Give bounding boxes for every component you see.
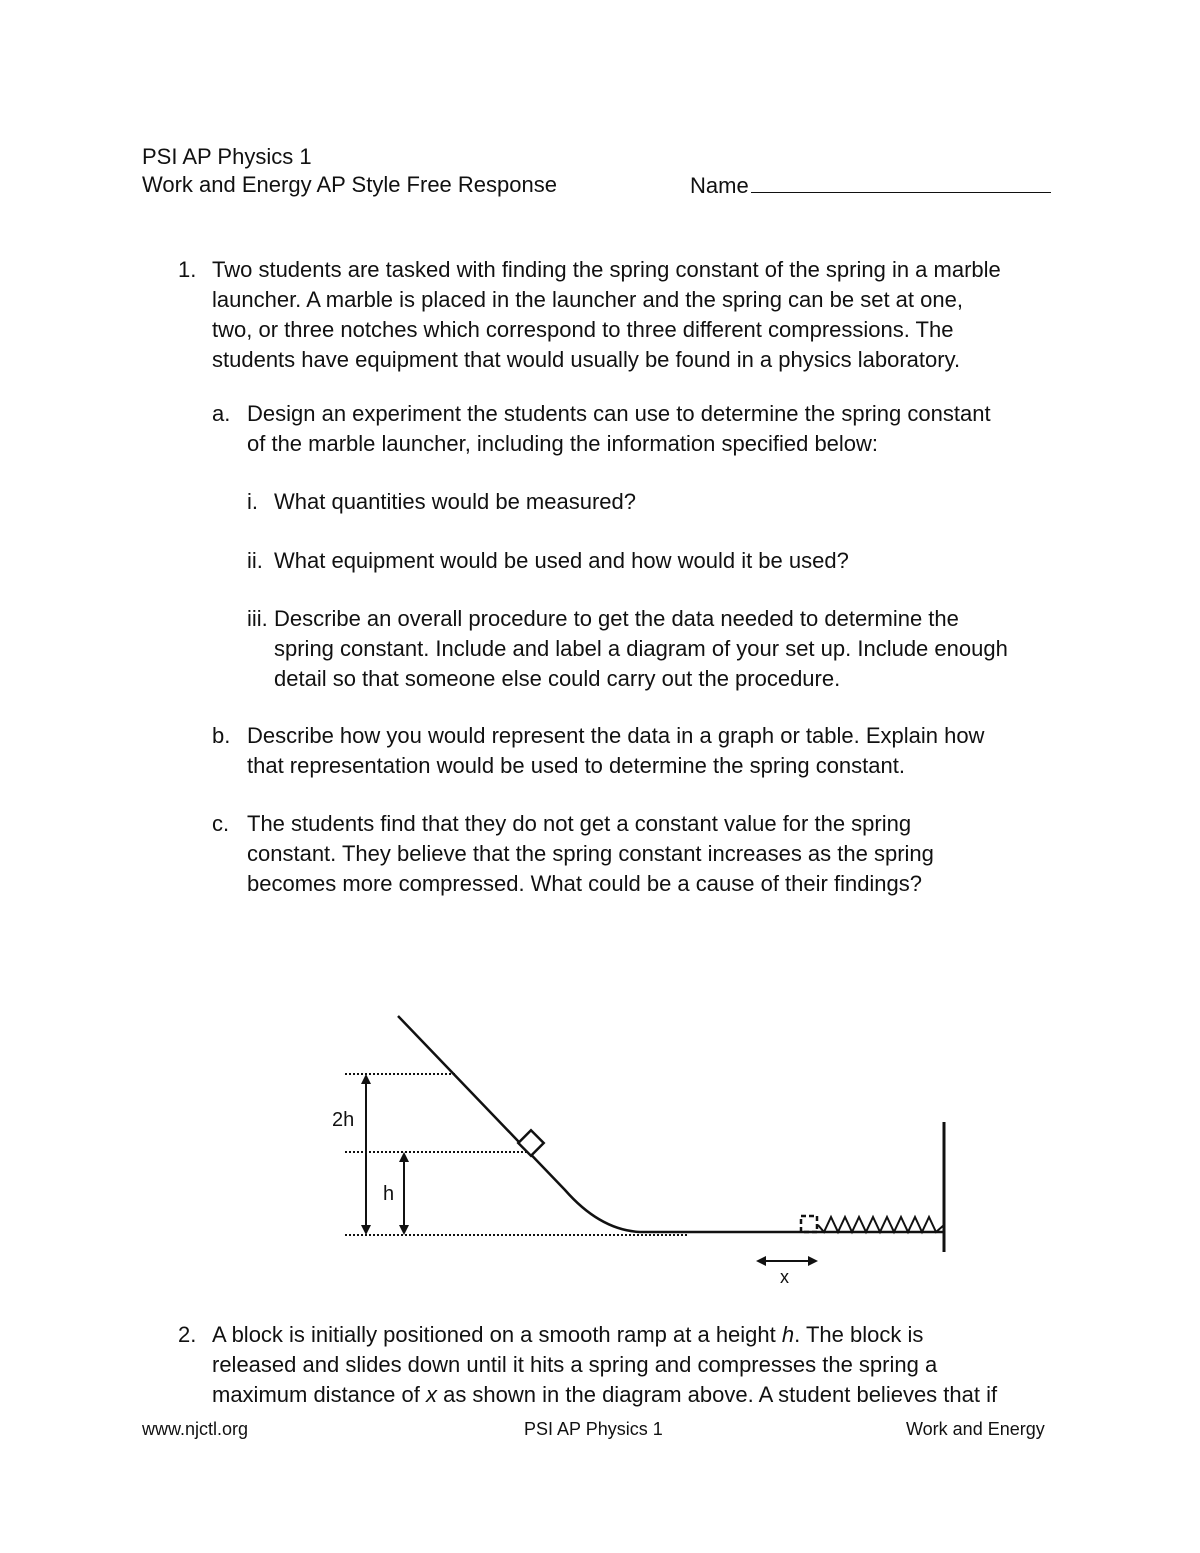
part-a-iii-label: iii. [247,606,268,631]
ramp-surface [398,1016,944,1232]
arrow-h-head-top [399,1152,409,1162]
block-at-spring-dashed [801,1216,817,1232]
part-c-line: The students find that they do not get a constant value for the spring [247,811,912,836]
part-c-line: constant. They believe that the spring constant increases as the spring [247,841,934,866]
part-b-label: b. [212,723,231,748]
question-1-number: 1. [178,257,197,282]
spring [818,1217,944,1232]
label-x: x [780,1267,789,1287]
worksheet-subtitle: Work and Energy AP Style Free Response [142,172,557,197]
part-a-line: of the marble launcher, including the information specified below: [247,431,879,456]
course-title: PSI AP Physics 1 [142,144,312,169]
q2-height-variable: h [781,1322,795,1347]
q2-line3-start: maximum distance of [212,1382,426,1407]
part-a-i-line: What quantities would be measured? [274,489,636,514]
part-a-ii-label: ii. [247,548,263,573]
part-a-label: a. [212,401,231,426]
q1-line: launcher. A marble is placed in the launcher and the spring can be set at one, [212,287,963,312]
arrow-2h-head-bottom [361,1225,371,1235]
q2-line3-end: as shown in the diagram above. A student believes that if [436,1382,998,1407]
q1-line: students have equipment that would usually be found in a physics laboratory. [212,347,961,372]
q2-line: released and slides down until it hits a spring and compresses the spring a [212,1352,938,1377]
part-a-iii-line: detail so that someone else could carry out the procedure. [274,666,841,691]
part-c-label: c. [212,811,230,836]
footer-topic: Work and Energy [906,1419,1045,1439]
footer-website: www.njctl.org [142,1419,249,1439]
question-2-number: 2. [178,1322,197,1347]
label-h: h [383,1183,395,1205]
label-2h: 2h [332,1109,355,1131]
name-label: Name [690,173,749,198]
q2-line [212,1320,997,1350]
part-b-line: Describe how you would represent the data in a graph or table. Explain how [247,723,985,748]
part-a-iii-line: Describe an overall procedure to get the data needed to determine the [274,606,959,631]
part-a-ii-line: What equipment would be used and how would it be used? [274,548,849,573]
part-c-line: becomes more compressed. What could be a cause of their findings? [247,871,923,896]
arrow-h-head-bottom [399,1225,409,1235]
footer-course: PSI AP Physics 1 [524,1419,663,1439]
part-a-i-label: i. [247,489,258,514]
q2-line1-end: . The block is [794,1322,924,1347]
q1-line: Two students are tasked with finding the spring constant of the spring in a marble [212,257,1001,282]
arrow-2h-head-top [361,1074,371,1084]
part-b-line: that representation would be used to determine the spring constant. [247,753,905,778]
arrow-x-head-right [808,1256,818,1266]
part-a-line: Design an experiment the students can use to determine the spring constant [247,401,991,426]
q2-line [212,1380,997,1410]
q2-line1-start: A block is initially positioned on a smooth ramp at a height [212,1322,782,1347]
q1-line: two, or three notches which correspond to three different compressions. The [212,317,954,342]
arrow-x-head-left [756,1256,766,1266]
q2-distance-variable: x [425,1382,437,1407]
part-a-iii-line: spring constant. Include and label a diagram of your set up. Include enough [274,636,1008,661]
question-2-text [212,1320,997,1410]
